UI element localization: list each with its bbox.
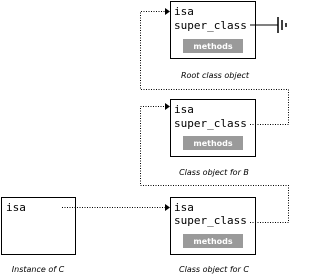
class-b-isa-label: isa bbox=[174, 103, 194, 116]
instance-c-object bbox=[2, 198, 76, 255]
class-c-super-arrowhead-icon bbox=[165, 103, 170, 110]
class-c-object bbox=[171, 198, 256, 255]
class-c-super-class-label: super_class bbox=[174, 214, 247, 227]
root-isa-label: isa bbox=[174, 5, 194, 18]
class-b-caption: Class object for B bbox=[179, 168, 249, 177]
class-c-methods-label: methods bbox=[193, 237, 233, 246]
class-b-object bbox=[171, 100, 256, 157]
class-c-caption: Class object for C bbox=[179, 265, 249, 274]
instance-c-caption: Instance of C bbox=[11, 265, 65, 274]
root-class-caption: Root class object bbox=[180, 71, 250, 80]
class-b-super-class-label: super_class bbox=[174, 117, 247, 130]
class-b-super-arrowhead-icon bbox=[165, 8, 170, 15]
root-methods-label: methods bbox=[193, 42, 233, 51]
class-c-isa-label: isa bbox=[174, 201, 194, 214]
root-class-object bbox=[171, 2, 256, 59]
instance-c-isa-label: isa bbox=[6, 201, 26, 214]
instance-isa-arrowhead-icon bbox=[165, 204, 170, 211]
class-b-methods-label: methods bbox=[193, 139, 233, 148]
root-super-class-label: super_class bbox=[174, 19, 247, 32]
